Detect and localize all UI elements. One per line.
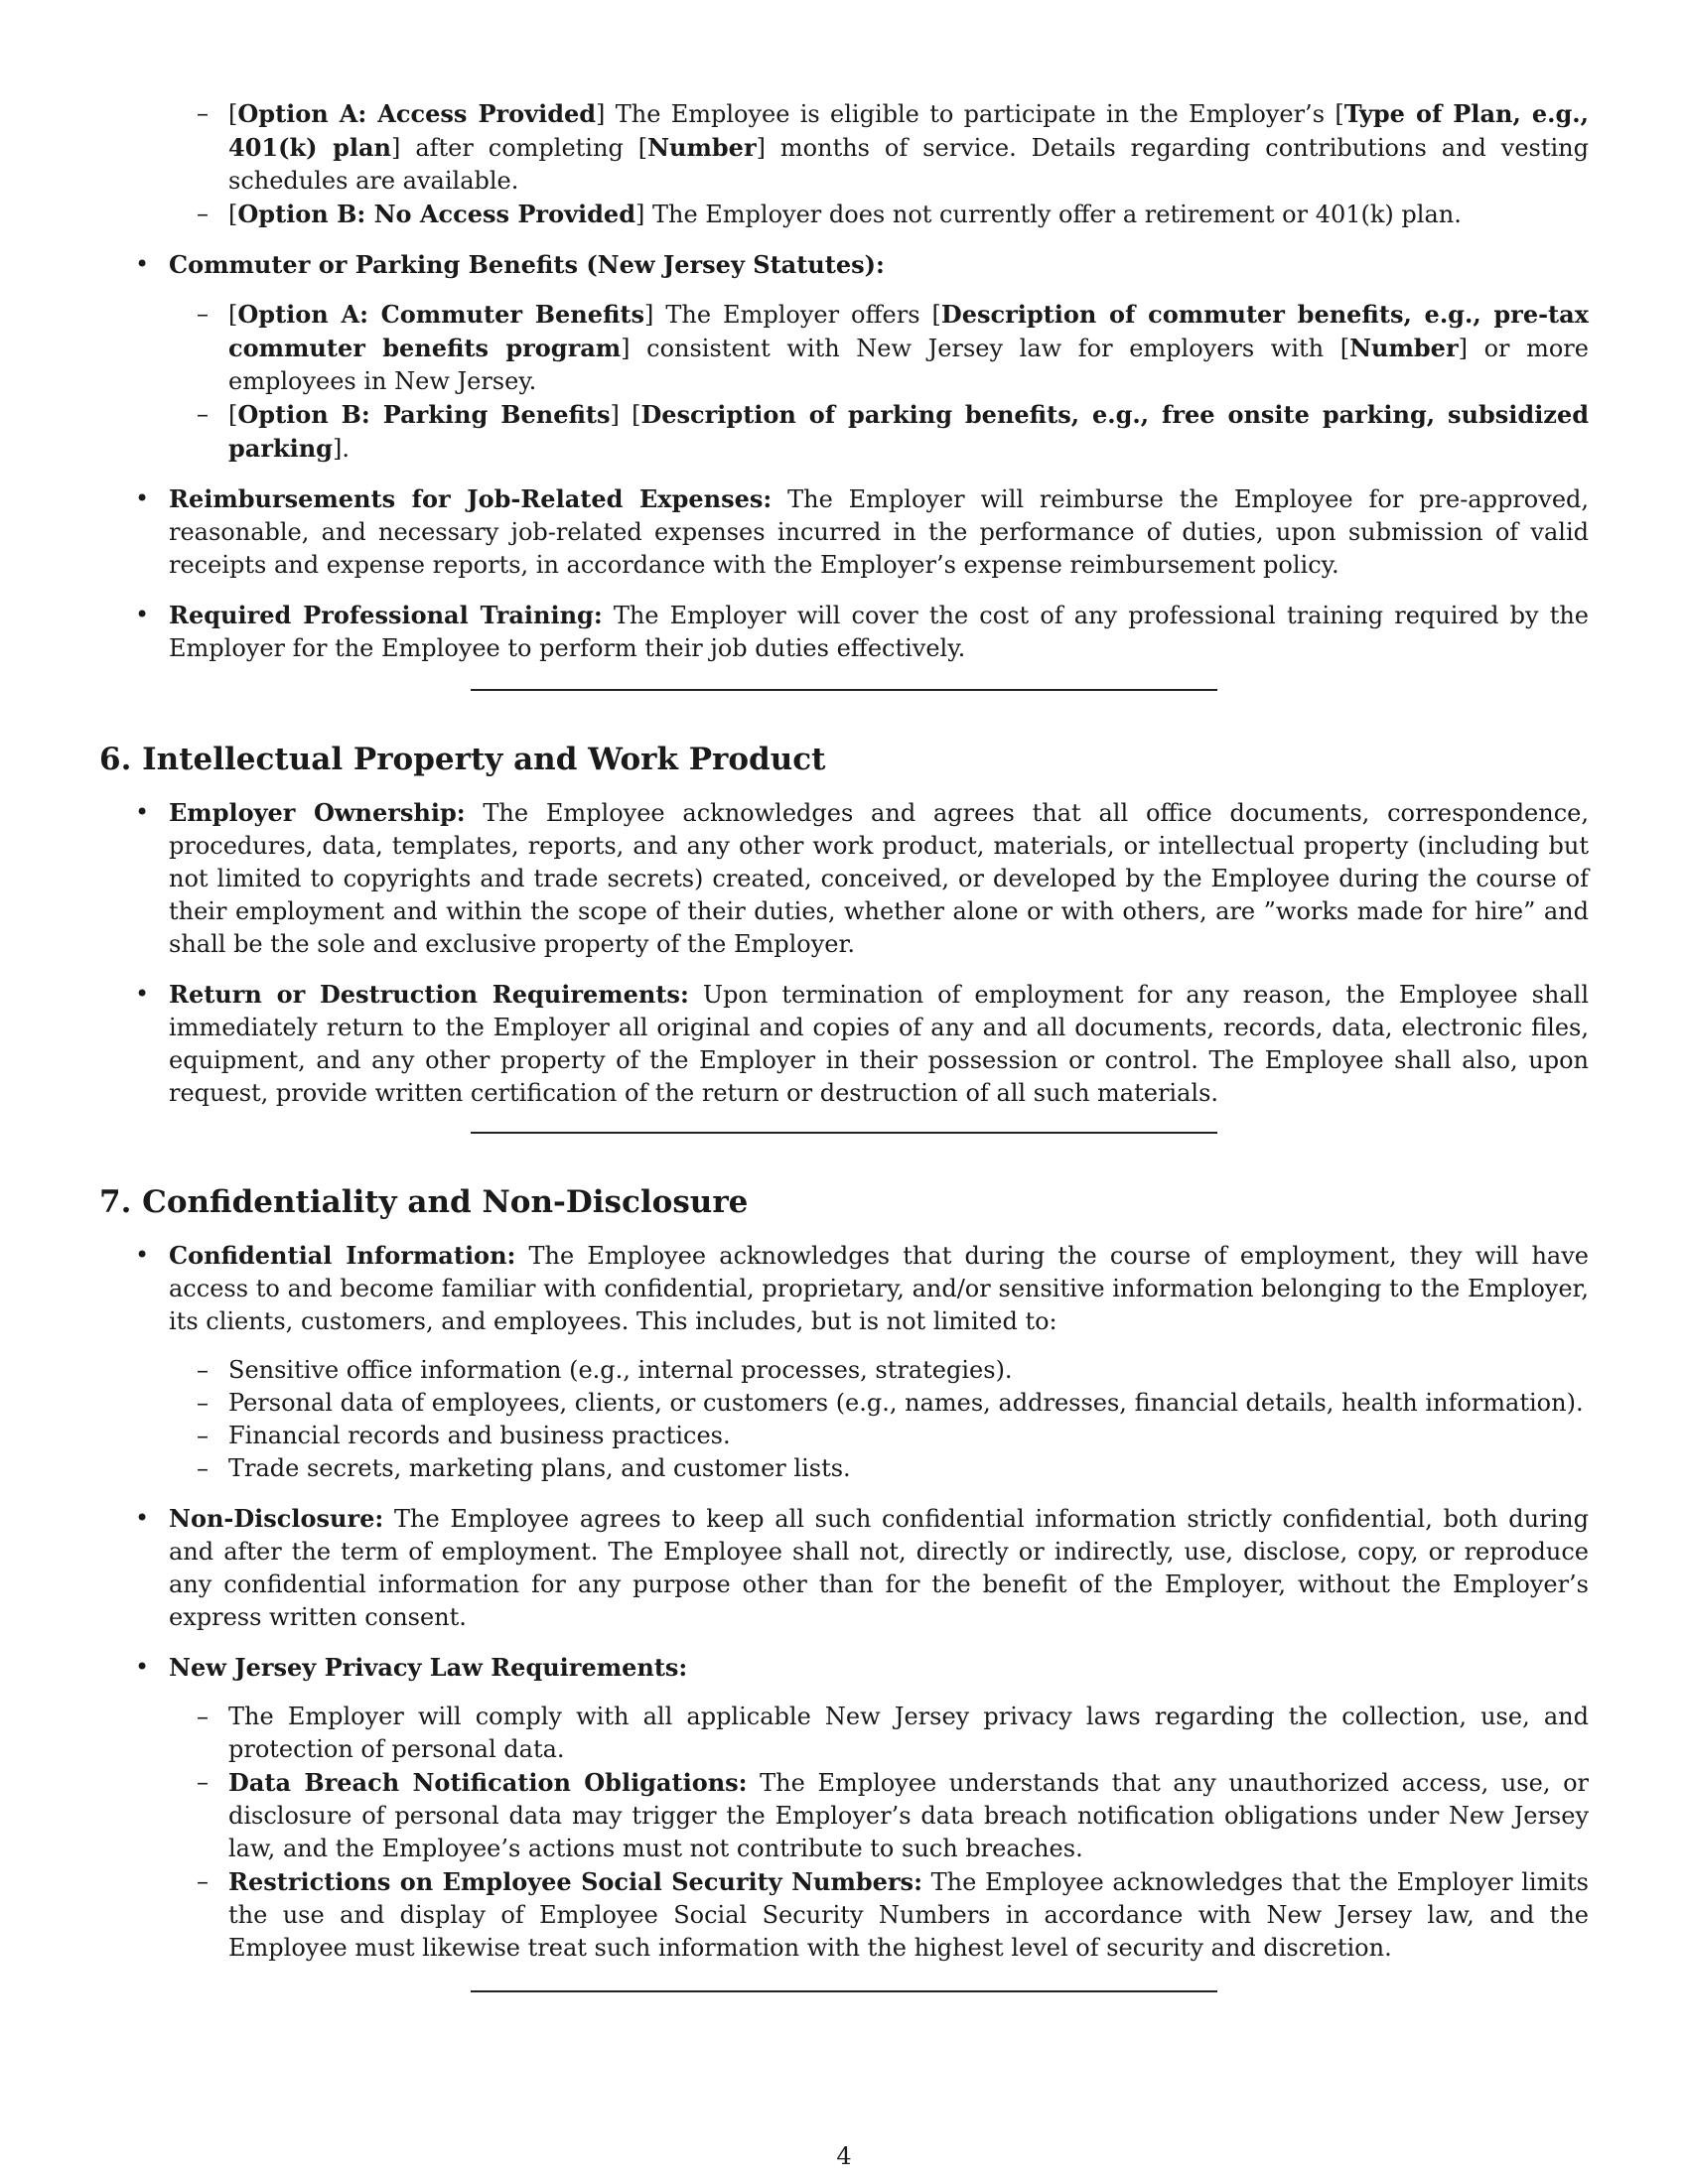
- page-content: [99, 97, 1589, 1992]
- option-text: ] months of service. Details regarding contributions and vesting schedules are available.: [228, 134, 1589, 195]
- retirement-option-b: – [Option B: No Access Provided] The Employer does not currently offer a retirement or 401(k) plan.: [99, 198, 1589, 231]
- item-text: The Employee acknowledges and agrees that all office documents, correspondence, procedures, data, templates, reports, and any other work product, materials, or intellectual property (including but not limited to copyrights and trade secrets) created, conceived, or developed by the Employee during the course of their employment and within the scope of their duties, whether alone or with others, are ”works made for hire” and shall be the sole and exclusive property of the Employer.: [169, 799, 1589, 958]
- sublist-item: [99, 1766, 1589, 1865]
- placeholder-commuter: Description of commuter benefits, e.g., pre-tax commuter benefits program: [228, 300, 1589, 362]
- commuter-options-list: [99, 298, 1589, 466]
- commuter-option-b: – [Option B: Parking Benefits] [Description of parking benefits, e.g., free onsite parking, subsidized parking].: [99, 398, 1589, 466]
- non-disclosure-item: [99, 1502, 1589, 1634]
- section-divider: [471, 1132, 1217, 1134]
- commuter-benefits-item: [99, 248, 1589, 466]
- option-text: [: [619, 401, 641, 429]
- sublist-item: [99, 1865, 1589, 1965]
- sublist-item: – Trade secrets, marketing plans, and customer lists.: [99, 1452, 1589, 1485]
- placeholder-parking: Description of parking benefits, e.g., free onsite parking, subsidized parking: [228, 400, 1589, 463]
- option-text: The Employee is eligible to participate in the Employer’s [: [605, 100, 1344, 128]
- option-text: ] consistent with New Jersey law for employers with [: [621, 335, 1350, 362]
- section-6-list: [99, 796, 1589, 1110]
- retirement-options-list: [99, 97, 1589, 231]
- option-label: Option A: Access Provided: [237, 99, 597, 128]
- placeholder-plan-type: Type of Plan, e.g., 401(k) plan: [228, 99, 1589, 162]
- confidential-sublist: [99, 1354, 1589, 1485]
- item-text: The Employer will reimburse the Employee for pre-approved, reasonable, and necessary job-related expenses incurred in the performance of duties, upon submission of valid receipts and expense reports, in accordance with the Employer’s expense reimbursement policy.: [169, 485, 1590, 579]
- section-6-title: 6. Intellectual Property and Work Product: [99, 742, 826, 777]
- section-divider: [471, 1990, 1217, 1992]
- item-text: The Employee agrees to keep all such confidential information strictly confidential, both during and after the term of employment. The Employee shall not, directly or indirectly, use, disclose, copy, or reproduce any confidential information for any purpose other than for the benefit of the Employer, without the Employer’s express written consent.: [169, 1505, 1589, 1631]
- privacy-law-item: [99, 1651, 1589, 1965]
- section-7-title: 7. Confidentiality and Non-Disclosure: [99, 1184, 749, 1220]
- confidential-information-item: [99, 1239, 1589, 1485]
- training-item: [99, 599, 1589, 665]
- item-text: The Employer will cover the cost of any professional training required by the Employer for the Employee to perform their job duties effectively.: [169, 602, 1589, 662]
- item-label: New Jersey Privacy Law Requirements:: [169, 1653, 688, 1682]
- item-label: Non-Disclosure:: [169, 1504, 384, 1533]
- retirement-option-a: – [Option A: Access Provided] The Employee is eligible to participate in the Employer’s [Type of Plan, e.g., 401(k) plan] after completing [Number] months of service. Details regarding contributions and vesting schedules are available.: [99, 97, 1589, 198]
- item-text: The Employee understands that any unauthorized access, use, or disclosure of personal data may trigger the Employer’s data breach notification obligations under New Jersey law, and the Employee’s actions must not contribute to such breaches.: [228, 1769, 1589, 1862]
- commuter-option-a: – [Option A: Commuter Benefits] The Employer offers [Description of commuter benefits, e.g., pre-tax commuter benefits program] consistent with New Jersey law for employers with [Number] or more employees in New Jersey.: [99, 298, 1589, 398]
- sublist-item: – Financial records and business practices.: [99, 1420, 1589, 1452]
- item-label: Employer Ownership:: [169, 798, 466, 827]
- placeholder-number: Number: [647, 133, 757, 162]
- sublist-item: – Personal data of employees, clients, or customers (e.g., names, addresses, financial details, health information).: [99, 1387, 1589, 1420]
- option-text: ].: [332, 435, 350, 463]
- option-text: ] after completing [: [391, 134, 648, 162]
- reimbursements-item: [99, 482, 1589, 582]
- commuter-heading: Commuter or Parking Benefits (New Jersey Statutes):: [169, 250, 885, 279]
- placeholder-number: Number: [1349, 334, 1459, 362]
- page-number: 4: [836, 2142, 852, 2170]
- section-divider: [471, 689, 1217, 691]
- option-text: The Employer offers [: [653, 301, 941, 329]
- option-label: Option B: Parking Benefits: [237, 400, 611, 429]
- item-text: Upon termination of employment for any reason, the Employee shall immediately return to the Employer all original and copies of any and all documents, records, data, electronic files, equipment, and any other property of the Employer in their possession or control. The Employee shall also, upon request, provide written certification of the return or destruction of all such materials.: [169, 981, 1590, 1107]
- sublist-item: – The Employer will comply with all applicable New Jersey privacy laws regarding the collection, use, and protection of personal data.: [99, 1701, 1589, 1766]
- sublist-item: – Sensitive office information (e.g., internal processes, strategies).: [99, 1354, 1589, 1387]
- item-text: The Employee acknowledges that the Employer limits the use and display of Employee Social Security Numbers in accordance with New Jersey law, and the Employee must likewise treat such information with the highest level of security and discretion.: [228, 1868, 1590, 1962]
- item-text: The Employee acknowledges that during the course of employment, they will have access to and become familiar with confidential, proprietary, and/or sensitive information belonging to the Employer, its clients, customers, and employees. This includes, but is not limited to:: [169, 1242, 1590, 1335]
- item-label: Required Professional Training:: [169, 601, 603, 629]
- section-7-list: [99, 1239, 1589, 1965]
- item-label: Restrictions on Employee Social Security Numbers:: [228, 1867, 922, 1896]
- employer-ownership-item: [99, 796, 1589, 961]
- option-text: ] or more employees in New Jersey.: [228, 335, 1589, 395]
- option-text: The Employer does not currently offer a retirement or 401(k) plan.: [644, 201, 1462, 228]
- benefits-list: [99, 248, 1589, 665]
- privacy-sublist: [99, 1701, 1589, 1965]
- item-label: Confidential Information:: [169, 1241, 516, 1270]
- option-label: Option B: No Access Provided: [237, 200, 635, 228]
- return-destruction-item: [99, 978, 1589, 1110]
- item-label: Reimbursements for Job-Related Expenses:: [169, 484, 773, 513]
- item-label: Return or Destruction Requirements:: [169, 980, 689, 1009]
- option-label: Option A: Commuter Benefits: [237, 300, 645, 329]
- item-label: Data Breach Notification Obligations:: [228, 1768, 748, 1797]
